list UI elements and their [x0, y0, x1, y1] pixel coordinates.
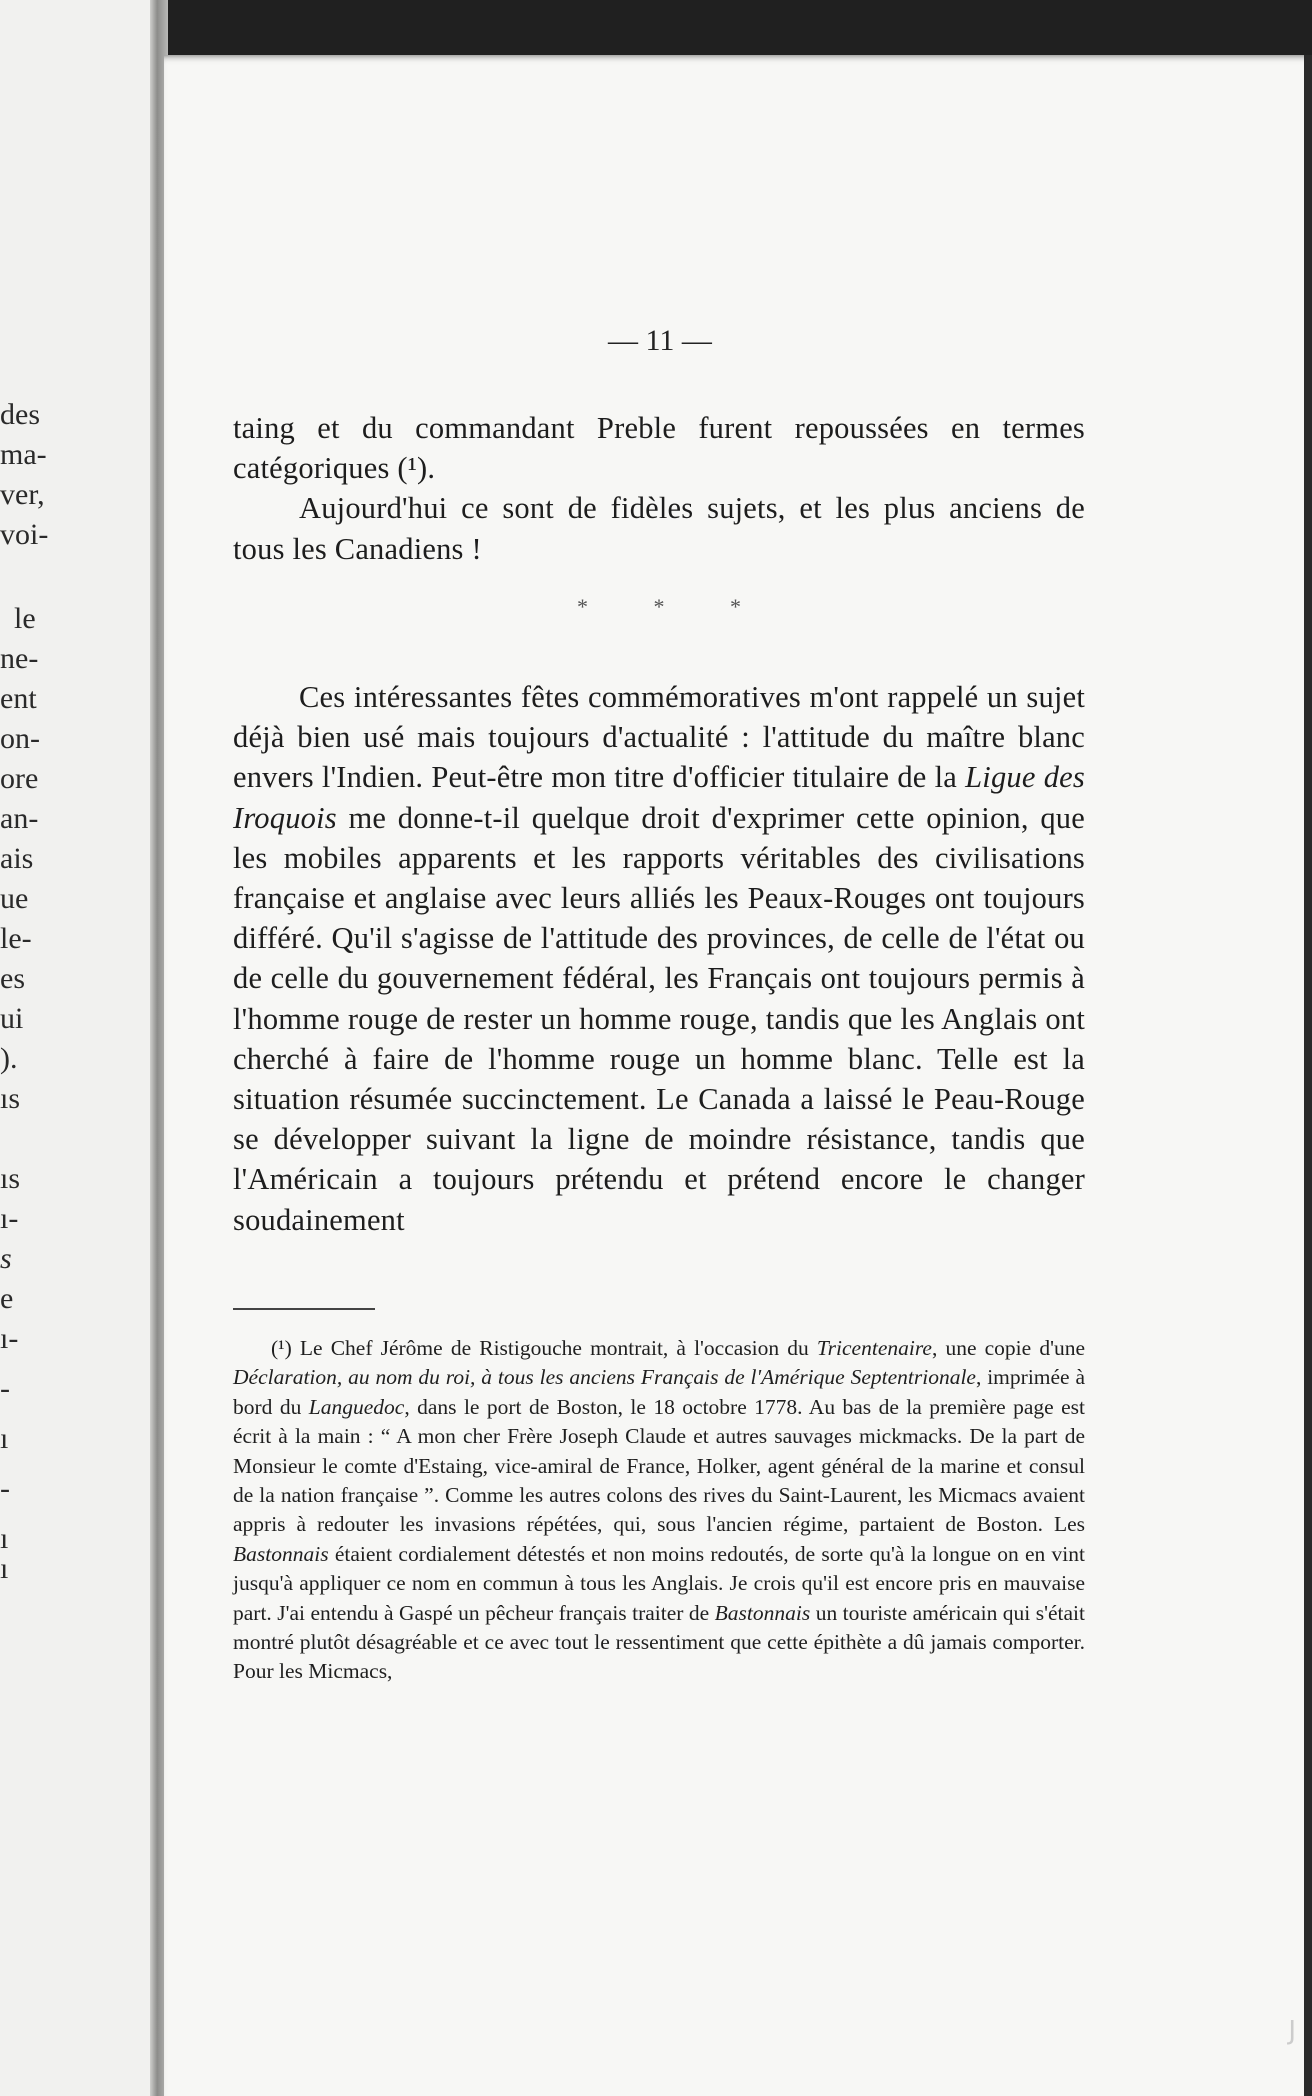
facing-page-fragment: ı: [0, 1422, 9, 1455]
facing-page-fragment: ).: [0, 1042, 18, 1075]
facing-page-fragment: an-: [0, 802, 39, 835]
facing-page-fragment: ent: [0, 682, 37, 715]
footnote-emphasis: Bastonnais: [714, 1600, 811, 1625]
facing-page-fragment: -: [0, 1372, 10, 1405]
paragraph-text: Ces intéressantes fêtes commémoratives m'ont rappelé un sujet déjà bien usé mais toujours d'actualité : l'attitude du maître blanc envers l'Indien. Peut-être mon titre d'officier titulaire de la: [233, 680, 1085, 795]
facing-page-fragment: ore: [0, 762, 39, 795]
facing-page-strip: [0, 0, 158, 2096]
facing-page-fragment: e: [0, 1282, 14, 1315]
facing-page-fragment: ma-: [0, 438, 47, 471]
footnote-text: , dans le port de Boston, le 18 octobre 1778. Au bas de la première page est écrit à la main : “ A mon cher Frère Joseph Claude et autres sauvages mickmacks. De la part de Monsieur le comte d'Estaing, vice-amiral de France, Holker, agent général de la marine et consul de la nation française ”. Comme les autres colons des rives du Saint-Laurent, les Micmacs avaient appris à redouter les invasions répétées, qui, sous l'ancien régime, partaient de Boston. Les: [233, 1394, 1085, 1537]
footnote-emphasis: Tricentenaire: [816, 1336, 932, 1360]
scan-right-border: [1304, 55, 1312, 2096]
page-number: — 11 —: [608, 324, 712, 357]
paragraph: [233, 677, 1085, 1240]
section-separator: * * *: [577, 593, 771, 619]
facing-page-fragment: ıs: [0, 1082, 21, 1115]
paragraph-continuation: taing et du commandant Preble furent repoussées en termes catégoriques (¹).: [233, 411, 1085, 486]
emphasis-text: Ligue des Iroquois: [233, 760, 1085, 835]
scan-corner-mark: J: [1288, 2016, 1296, 2046]
facing-page-fragment: le-: [0, 922, 32, 955]
footnote-marker: (¹): [271, 1336, 292, 1360]
paragraph: Aujourd'hui ce sont de fidèles sujets, et les plus anciens de tous les Canadiens !: [233, 491, 1085, 566]
facing-page-fragment: ı: [0, 1522, 9, 1555]
footnote-emphasis: Languedoc: [308, 1394, 405, 1419]
footnote: [233, 1334, 1085, 1687]
facing-page-fragment: on-: [0, 722, 40, 755]
facing-page-fragment: ı-: [0, 1202, 19, 1235]
facing-page-fragment: es: [0, 962, 25, 995]
facing-page-fragment: ais: [0, 842, 34, 875]
footnote-text: étaient cordialement détestés et non moins redoutés, de sorte qu'à la longue on en vint jusqu'à appliquer ce nom en commun à tous les Anglais. Je crois qu'il est encore pris en mauvaise part. J'ai entendu à Gaspé un pêcheur français traiter de: [233, 1541, 1085, 1625]
facing-page-fragment: des: [0, 398, 40, 431]
footnote-text: , imprimée à bord du: [233, 1365, 1086, 1419]
facing-page-fragment: ver,: [0, 478, 45, 511]
footnote-text: Le Chef Jérôme de Ristigouche montrait, à l'occasion du: [291, 1336, 817, 1360]
footnote-text: un touriste américain qui s'était montré plutôt désagréable et ce avec tout le ressentiment que cette épithète a dû jamais comporter. Pour les Micmacs,: [233, 1600, 1085, 1684]
paragraph-text: me donne-t-il quelque droit d'exprimer cette opinion, que les mobiles apparents et les rapports véritables des civilisations française et anglaise avec leurs alliés les Peaux-Rouges ont toujours différé. Qu'il s'agisse de l'attitude des provinces, de celle de l'état ou de celle du gouvernement fédéral, les Français ont toujours permis à l'homme rouge de rester un homme rouge, tandis que les Anglais ont cherché à faire de l'homme rouge un homme blanc. Telle est la situation résumée succinctement. Le Canada a laissé le Peau-Rouge se développer suivant la ligne de moindre résistance, tandis que l'Américain a toujours prétendu et prétend encore le changer soudainement: [233, 800, 1085, 1237]
facing-page-fragment: -: [0, 1472, 10, 1505]
footnote-emphasis: Bastonnais: [233, 1541, 329, 1566]
facing-page-fragment: ne-: [0, 642, 39, 675]
facing-page-fragment: s: [0, 1242, 12, 1275]
facing-page-fragment: ue: [0, 882, 29, 915]
facing-page-fragment: le: [14, 602, 36, 635]
footnote-paragraph: [233, 1334, 1085, 1687]
facing-page-fragment: ui: [0, 1002, 24, 1035]
facing-page-fragment: ı: [0, 1552, 9, 1585]
facing-page-fragment: ı-: [0, 1322, 19, 1355]
facing-page-fragment: ıs: [0, 1162, 21, 1195]
footnote-text: , une copie d'une: [931, 1336, 1085, 1360]
main-text: [233, 408, 1085, 1240]
footnote-rule: [233, 1308, 375, 1310]
footnote-emphasis: Déclaration, au nom du roi, à tous les anciens Français de l'Amérique Septentrionale: [233, 1365, 976, 1390]
facing-page-fragment: voi-: [0, 518, 49, 551]
scan-top-border: [0, 0, 1312, 58]
